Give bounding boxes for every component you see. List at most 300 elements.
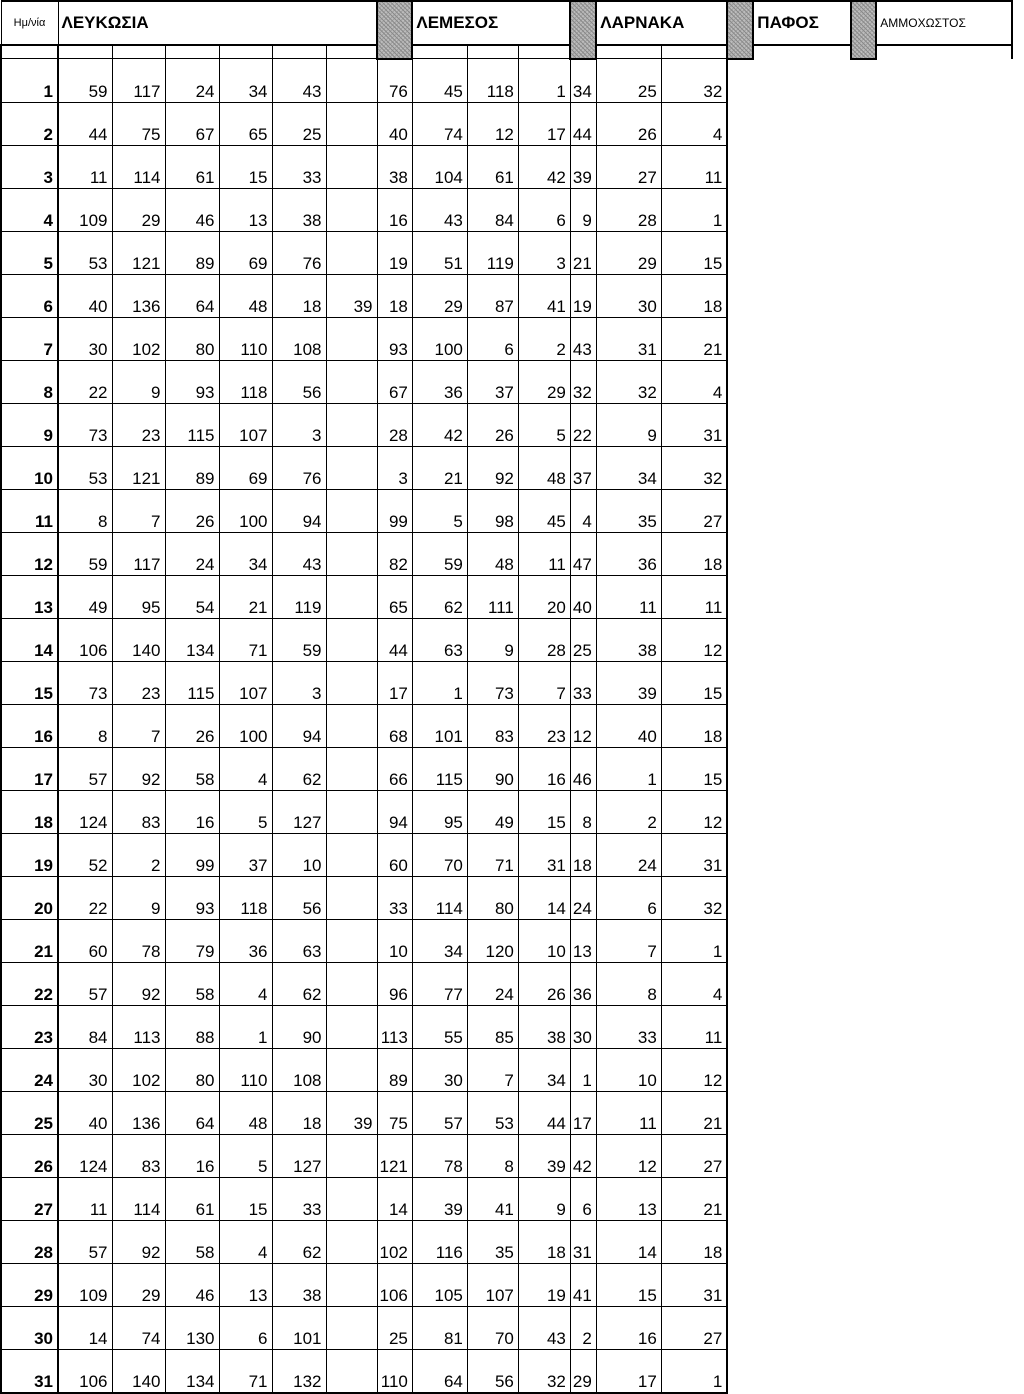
- nicosia-cell: 63: [272, 919, 326, 962]
- ammochostos-cell: 11: [661, 1005, 727, 1048]
- nicosia-cell: 83: [112, 790, 165, 833]
- nicosia-cell: 71: [219, 1349, 272, 1393]
- table-row: [1, 446, 1012, 489]
- paphos-cell: 11: [596, 1091, 661, 1134]
- ammochostos-cell: 15: [661, 747, 727, 790]
- paphos-cell: 25: [596, 59, 661, 103]
- nicosia-cell: [326, 747, 377, 790]
- limassol-cell: 116: [412, 1220, 467, 1263]
- larnaca-cell: 43: [570, 317, 596, 360]
- nicosia-cell: 109: [58, 188, 112, 231]
- nicosia-cell: 58: [165, 962, 219, 1005]
- larnaca-cell: 39: [570, 145, 596, 188]
- ammochostos-cell: 32: [661, 446, 727, 489]
- nicosia-cell: [326, 1263, 377, 1306]
- limassol-cell: 102: [377, 1220, 412, 1263]
- day-cell: 8: [1, 360, 58, 403]
- paphos-cell: 14: [596, 1220, 661, 1263]
- paphos-cell: 32: [596, 360, 661, 403]
- limassol-cell: 62: [412, 575, 467, 618]
- nicosia-cell: 118: [219, 876, 272, 919]
- limassol-cell: 5: [412, 489, 467, 532]
- limassol-cell: 106: [377, 1263, 412, 1306]
- day-cell: 6: [1, 274, 58, 317]
- nicosia-cell: 53: [58, 231, 112, 274]
- larnaca-cell: 32: [570, 360, 596, 403]
- limassol-cell: 16: [377, 188, 412, 231]
- limassol-cell: 66: [377, 747, 412, 790]
- nicosia-cell: 39: [326, 1091, 377, 1134]
- day-cell: 11: [1, 489, 58, 532]
- larnaca-cell: 25: [570, 618, 596, 661]
- day-cell: 1: [1, 59, 58, 103]
- nicosia-cell: 39: [326, 274, 377, 317]
- nicosia-cell: [326, 1306, 377, 1349]
- nicosia-cell: 58: [165, 1220, 219, 1263]
- nicosia-cell: 93: [165, 360, 219, 403]
- nicosia-cell: 16: [165, 790, 219, 833]
- larnaca-cell: 37: [570, 446, 596, 489]
- nicosia-cell: 34: [219, 59, 272, 103]
- nicosia-cell: 18: [272, 274, 326, 317]
- limassol-cell: 83: [467, 704, 518, 747]
- nicosia-cell: 107: [219, 403, 272, 446]
- larnaca-cell: 9: [518, 1177, 570, 1220]
- table-row: [1, 876, 1012, 919]
- table-row: [1, 274, 1012, 317]
- nicosia-cell: 61: [165, 1177, 219, 1220]
- nicosia-cell: 71: [219, 618, 272, 661]
- nicosia-cell: 22: [58, 876, 112, 919]
- table-row: [1, 962, 1012, 1005]
- paphos-cell: 30: [596, 274, 661, 317]
- limassol-cell: 18: [377, 274, 412, 317]
- limassol-cell: 98: [467, 489, 518, 532]
- larnaca-cell: 28: [518, 618, 570, 661]
- nicosia-cell: 5: [219, 790, 272, 833]
- nicosia-cell: 94: [272, 489, 326, 532]
- larnaca-cell: 5: [518, 403, 570, 446]
- limassol-cell: 3: [377, 446, 412, 489]
- larnaca-cell: 43: [518, 1306, 570, 1349]
- nicosia-cell: 56: [272, 876, 326, 919]
- column-separator: [851, 1, 876, 59]
- nicosia-cell: 76: [272, 231, 326, 274]
- ammochostos-cell: 1: [661, 188, 727, 231]
- nicosia-cell: 127: [272, 790, 326, 833]
- nicosia-cell: [326, 403, 377, 446]
- nicosia-cell: 58: [165, 747, 219, 790]
- paphos-cell: 15: [596, 1263, 661, 1306]
- ammochostos-cell: 4: [661, 102, 727, 145]
- nicosia-cell: 102: [112, 1048, 165, 1091]
- paphos-cell: 6: [596, 876, 661, 919]
- larnaca-cell: 39: [518, 1134, 570, 1177]
- limassol-cell: 10: [377, 919, 412, 962]
- limassol-cell: 57: [412, 1091, 467, 1134]
- ammochostos-cell: 15: [661, 661, 727, 704]
- larnaca-cell: 12: [570, 704, 596, 747]
- table-row: [1, 618, 1012, 661]
- ammochostos-cell: 12: [661, 790, 727, 833]
- column-separator: [727, 1, 753, 59]
- nicosia-cell: 106: [58, 618, 112, 661]
- limassol-cell: 81: [412, 1306, 467, 1349]
- limassol-cell: 24: [467, 962, 518, 1005]
- nicosia-cell: 60: [58, 919, 112, 962]
- day-cell: 2: [1, 102, 58, 145]
- limassol-cell: 70: [412, 833, 467, 876]
- nicosia-cell: 30: [58, 317, 112, 360]
- larnaca-cell: 29: [518, 360, 570, 403]
- limassol-cell: 19: [377, 231, 412, 274]
- column-separator: [377, 1, 412, 59]
- larnaca-cell: 41: [518, 274, 570, 317]
- limassol-cell: 84: [467, 188, 518, 231]
- larnaca-cell: 4: [570, 489, 596, 532]
- limassol-cell: 120: [467, 919, 518, 962]
- larnaca-cell: 40: [570, 575, 596, 618]
- larnaca-cell: 29: [570, 1349, 596, 1393]
- limassol-cell: 107: [467, 1263, 518, 1306]
- nicosia-header: ΛΕΥΚΩΣΙΑ: [58, 1, 377, 45]
- nicosia-cell: 127: [272, 1134, 326, 1177]
- nicosia-cell: 136: [112, 1091, 165, 1134]
- day-cell: 12: [1, 532, 58, 575]
- day-cell: 29: [1, 1263, 58, 1306]
- day-cell: 18: [1, 790, 58, 833]
- nicosia-cell: 34: [219, 532, 272, 575]
- larnaca-cell: 26: [518, 962, 570, 1005]
- nicosia-cell: [326, 704, 377, 747]
- nicosia-cell: 92: [112, 1220, 165, 1263]
- limassol-cell: 78: [412, 1134, 467, 1177]
- ammochostos-cell: 27: [661, 1134, 727, 1177]
- nicosia-cell: 134: [165, 618, 219, 661]
- nicosia-cell: 57: [58, 747, 112, 790]
- larnaca-cell: 6: [518, 188, 570, 231]
- nicosia-cell: 78: [112, 919, 165, 962]
- nicosia-cell: 23: [112, 403, 165, 446]
- limassol-cell: 71: [467, 833, 518, 876]
- nicosia-cell: 38: [272, 188, 326, 231]
- nicosia-cell: 5: [219, 1134, 272, 1177]
- table-row: [1, 1306, 1012, 1349]
- larnaca-cell: 6: [570, 1177, 596, 1220]
- nicosia-cell: 92: [112, 747, 165, 790]
- nicosia-cell: [326, 145, 377, 188]
- day-cell: 24: [1, 1048, 58, 1091]
- ammochostos-cell: 32: [661, 59, 727, 103]
- nicosia-cell: 69: [219, 231, 272, 274]
- nicosia-cell: [326, 962, 377, 1005]
- limassol-cell: 42: [412, 403, 467, 446]
- nicosia-cell: 37: [219, 833, 272, 876]
- nicosia-cell: 106: [58, 1349, 112, 1393]
- nicosia-cell: [326, 489, 377, 532]
- day-cell: 9: [1, 403, 58, 446]
- ammochostos-cell: 18: [661, 704, 727, 747]
- ammochostos-cell: 18: [661, 274, 727, 317]
- limassol-cell: 29: [412, 274, 467, 317]
- nicosia-cell: 102: [112, 317, 165, 360]
- nicosia-cell: 62: [272, 962, 326, 1005]
- nicosia-cell: 10: [272, 833, 326, 876]
- day-cell: 22: [1, 962, 58, 1005]
- nicosia-cell: 24: [165, 532, 219, 575]
- paphos-cell: 17: [596, 1349, 661, 1393]
- nicosia-cell: 109: [58, 1263, 112, 1306]
- nicosia-cell: 46: [165, 1263, 219, 1306]
- nicosia-cell: 33: [272, 145, 326, 188]
- ammochostos-cell: 31: [661, 1263, 727, 1306]
- table-row: [1, 1177, 1012, 1220]
- nicosia-cell: 26: [165, 489, 219, 532]
- limassol-cell: 87: [467, 274, 518, 317]
- nicosia-cell: 56: [272, 360, 326, 403]
- limassol-cell: 28: [377, 403, 412, 446]
- larnaca-cell: 32: [518, 1349, 570, 1393]
- nicosia-cell: 132: [272, 1349, 326, 1393]
- nicosia-cell: 13: [219, 188, 272, 231]
- table-row: [1, 1091, 1012, 1134]
- limassol-cell: 89: [377, 1048, 412, 1091]
- nicosia-cell: [326, 833, 377, 876]
- day-cell: 7: [1, 317, 58, 360]
- nicosia-cell: [326, 1177, 377, 1220]
- larnaca-cell: 17: [518, 102, 570, 145]
- nicosia-cell: 43: [272, 532, 326, 575]
- nicosia-cell: [326, 1220, 377, 1263]
- ammochostos-cell: 12: [661, 1048, 727, 1091]
- limassol-cell: 113: [377, 1005, 412, 1048]
- table-row: [1, 1349, 1012, 1393]
- larnaca-cell: 46: [570, 747, 596, 790]
- limassol-cell: 74: [412, 102, 467, 145]
- table-row: [1, 1134, 1012, 1177]
- limassol-cell: 44: [377, 618, 412, 661]
- nicosia-cell: 26: [165, 704, 219, 747]
- table-row: [1, 360, 1012, 403]
- table-row: [1, 833, 1012, 876]
- limassol-cell: 110: [377, 1349, 412, 1393]
- day-cell: 4: [1, 188, 58, 231]
- nicosia-cell: 73: [58, 661, 112, 704]
- nicosia-cell: [326, 876, 377, 919]
- nicosia-cell: 40: [58, 274, 112, 317]
- larnaca-cell: 47: [570, 532, 596, 575]
- ammochostos-cell: 11: [661, 145, 727, 188]
- larnaca-cell: 42: [518, 145, 570, 188]
- limassol-cell: 82: [377, 532, 412, 575]
- nicosia-cell: 80: [165, 317, 219, 360]
- limassol-cell: 119: [467, 231, 518, 274]
- table-row: [1, 59, 1012, 103]
- nicosia-cell: 2: [112, 833, 165, 876]
- table-row: [1, 403, 1012, 446]
- nicosia-cell: 114: [112, 1177, 165, 1220]
- ammochostos-cell: 18: [661, 532, 727, 575]
- larnaca-cell: 16: [518, 747, 570, 790]
- limassol-cell: 33: [377, 876, 412, 919]
- nicosia-cell: 54: [165, 575, 219, 618]
- larnaca-cell: 22: [570, 403, 596, 446]
- nicosia-cell: 30: [58, 1048, 112, 1091]
- paphos-cell: 27: [596, 145, 661, 188]
- nicosia-cell: 101: [272, 1306, 326, 1349]
- limassol-cell: 55: [412, 1005, 467, 1048]
- nicosia-cell: 64: [165, 1091, 219, 1134]
- ammochostos-cell: 12: [661, 618, 727, 661]
- nicosia-cell: 75: [112, 102, 165, 145]
- larnaca-cell: 23: [518, 704, 570, 747]
- larnaca-cell: 38: [518, 1005, 570, 1048]
- table-row: [1, 919, 1012, 962]
- larnaca-cell: 44: [570, 102, 596, 145]
- nicosia-cell: [326, 661, 377, 704]
- nicosia-cell: 6: [219, 1306, 272, 1349]
- day-cell: 20: [1, 876, 58, 919]
- ammochostos-cell: 21: [661, 1177, 727, 1220]
- day-cell: 10: [1, 446, 58, 489]
- table-row: [1, 102, 1012, 145]
- larnaca-cell: 31: [570, 1220, 596, 1263]
- nicosia-cell: [326, 1134, 377, 1177]
- limassol-cell: 68: [377, 704, 412, 747]
- ammochostos-cell: 27: [661, 1306, 727, 1349]
- limassol-cell: 40: [377, 102, 412, 145]
- nicosia-cell: 25: [272, 102, 326, 145]
- limassol-cell: 59: [412, 532, 467, 575]
- nicosia-cell: 114: [112, 145, 165, 188]
- nicosia-cell: 67: [165, 102, 219, 145]
- nicosia-cell: 23: [112, 661, 165, 704]
- limassol-cell: 30: [412, 1048, 467, 1091]
- limassol-cell: 1: [412, 661, 467, 704]
- nicosia-cell: 140: [112, 618, 165, 661]
- nicosia-cell: 100: [219, 489, 272, 532]
- limassol-cell: 39: [412, 1177, 467, 1220]
- nicosia-cell: [326, 1349, 377, 1393]
- limassol-cell: 41: [467, 1177, 518, 1220]
- larnaca-cell: 17: [570, 1091, 596, 1134]
- nicosia-cell: [326, 59, 377, 103]
- day-cell: 30: [1, 1306, 58, 1349]
- day-cell: 3: [1, 145, 58, 188]
- nicosia-cell: 62: [272, 1220, 326, 1263]
- table-row: [1, 1005, 1012, 1048]
- limassol-cell: 14: [377, 1177, 412, 1220]
- nicosia-cell: 99: [165, 833, 219, 876]
- larnaca-cell: 9: [570, 188, 596, 231]
- ammochostos-cell: 18: [661, 1220, 727, 1263]
- paphos-cell: 9: [596, 403, 661, 446]
- table-row: [1, 145, 1012, 188]
- nicosia-cell: 117: [112, 59, 165, 103]
- nicosia-cell: [326, 618, 377, 661]
- paphos-cell: 1: [596, 747, 661, 790]
- larnaca-cell: 34: [570, 59, 596, 103]
- limassol-cell: 80: [467, 876, 518, 919]
- limassol-cell: 45: [412, 59, 467, 103]
- nicosia-cell: 117: [112, 532, 165, 575]
- nicosia-cell: 44: [58, 102, 112, 145]
- table-row: [1, 1048, 1012, 1091]
- day-cell: 25: [1, 1091, 58, 1134]
- nicosia-cell: 59: [272, 618, 326, 661]
- nicosia-cell: 1: [219, 1005, 272, 1048]
- paphos-cell: 29: [596, 231, 661, 274]
- limassol-cell: 63: [412, 618, 467, 661]
- nicosia-cell: 90: [272, 1005, 326, 1048]
- table-row: [1, 1220, 1012, 1263]
- paphos-header: ΠΑΦΟΣ: [753, 1, 851, 45]
- paphos-cell: 31: [596, 317, 661, 360]
- larnaca-cell: 2: [570, 1306, 596, 1349]
- day-cell: 26: [1, 1134, 58, 1177]
- nicosia-cell: 16: [165, 1134, 219, 1177]
- nicosia-cell: 110: [219, 317, 272, 360]
- nicosia-cell: 29: [112, 188, 165, 231]
- paphos-cell: 13: [596, 1177, 661, 1220]
- nicosia-cell: 124: [58, 790, 112, 833]
- day-column-header: Ημ/νία: [1, 1, 58, 45]
- limassol-cell: 70: [467, 1306, 518, 1349]
- nicosia-cell: [326, 1005, 377, 1048]
- limassol-cell: 67: [377, 360, 412, 403]
- larnaca-cell: 18: [518, 1220, 570, 1263]
- paphos-cell: 35: [596, 489, 661, 532]
- day-cell: 31: [1, 1349, 58, 1393]
- column-separator: [570, 1, 596, 59]
- table-row: [1, 1263, 1012, 1306]
- nicosia-cell: 59: [58, 59, 112, 103]
- nicosia-cell: 21: [219, 575, 272, 618]
- larnaca-cell: 1: [570, 1048, 596, 1091]
- larnaca-header: ΛΑΡΝΑΚΑ: [596, 1, 727, 45]
- day-cell: 28: [1, 1220, 58, 1263]
- larnaca-cell: 44: [518, 1091, 570, 1134]
- limassol-cell: 38: [377, 145, 412, 188]
- nicosia-cell: 93: [165, 876, 219, 919]
- ammochostos-cell: 21: [661, 317, 727, 360]
- paphos-cell: 16: [596, 1306, 661, 1349]
- nicosia-cell: 124: [58, 1134, 112, 1177]
- limassol-cell: 90: [467, 747, 518, 790]
- limassol-cell: 6: [467, 317, 518, 360]
- ammochostos-cell: 1: [661, 1349, 727, 1393]
- nicosia-cell: 115: [165, 661, 219, 704]
- nicosia-cell: 48: [219, 274, 272, 317]
- larnaca-cell: 2: [518, 317, 570, 360]
- nicosia-cell: 13: [219, 1263, 272, 1306]
- paphos-cell: 11: [596, 575, 661, 618]
- nicosia-cell: [326, 1048, 377, 1091]
- nicosia-cell: 7: [112, 704, 165, 747]
- nicosia-cell: 8: [58, 489, 112, 532]
- paphos-cell: 36: [596, 532, 661, 575]
- nicosia-cell: 121: [112, 231, 165, 274]
- table-row: [1, 704, 1012, 747]
- day-cell: 13: [1, 575, 58, 618]
- ammochostos-cell: 31: [661, 403, 727, 446]
- ammochostos-cell: 11: [661, 575, 727, 618]
- nicosia-cell: 89: [165, 231, 219, 274]
- limassol-cell: 100: [412, 317, 467, 360]
- limassol-cell: 93: [377, 317, 412, 360]
- nicosia-cell: [326, 102, 377, 145]
- nicosia-cell: [326, 317, 377, 360]
